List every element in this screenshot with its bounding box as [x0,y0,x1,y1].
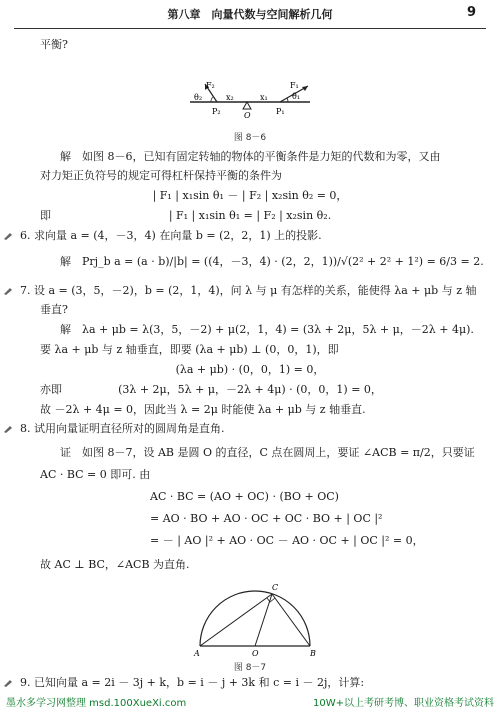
figure-8-7-caption: 图 8－7 [233,663,267,673]
figure-8-6 [180,78,320,124]
text-line: 平衡? [40,38,68,51]
pencil-icon [4,425,13,433]
exercise-9: 9. 已知向量 a = 2i － 3j + k，b = i － j + 3k 和 c = i － 2j，计算: [20,676,365,689]
text-line: 要 λa + μb 与 z 轴垂直，即要 (λa + μb) ⊥ (0，0，1)，即 [40,343,339,356]
footer-left: 墨水多学习网整理 msd.100XueXi.com [6,698,187,709]
text-line: AC · BC = 0 即可. 由 [40,468,151,481]
text-line: 证 如图 8－7，设 AB 是圆 O 的直径，C 点在圆周上，要证 ∠ACB = π/2，只要证 [60,446,475,459]
label-a: A [194,649,200,658]
label-c: C [272,583,279,592]
text-line: 故 －2λ + 4μ = 0，因此当 λ = 2μ 时能使 λa + μb 与 z 轴垂直. [40,403,366,416]
equation-vector-3: = － | AO |² + AO · OC － AO · OC + | OC |² = 0， [150,534,424,547]
equation-dot-2: (3λ + 2μ，5λ + μ，－2λ + 4μ) · (0，0，1) = 0， [118,383,382,396]
figure-8-6-caption: 图 8－6 [233,133,267,143]
pivot-triangle [243,102,251,109]
chord-ac [200,594,272,646]
page-number: 9 [466,5,476,20]
label-p1: P₁ [276,107,285,116]
semicircle [200,591,310,646]
text-line: 垂直? [40,303,68,316]
label-o: O [252,649,259,658]
angle-theta2-arc [211,97,213,102]
equation-balance: | F₁ | x₁sin θ₁ － | F₂ | x₂sin θ₂ = 0， [152,189,348,202]
text-line: 亦即 [40,383,62,396]
label-x2: x₂ [226,93,234,102]
label-p2: P₂ [212,107,221,116]
text-line: 对力矩正负符号的规定可得杠杆保持平衡的条件为 [40,169,282,182]
label-theta2: θ₂ [194,93,203,102]
text-line: 解 λa + μb = λ(3，5，－2) + μ(2，1，4) = (3λ + 2μ，5λ + μ，－2λ + 4μ). [60,323,474,336]
pencil-icon [4,679,13,687]
label-o: O [244,111,251,120]
footer-right: 10W+以上考研考博、职业资格考试资料 [313,698,494,709]
equation-vector-1: AC · BC = (AO + OC) · (BO + OC) [150,490,339,503]
equation-vector-2: = AO · BO + AO · OC + OC · BO + | OC |² [150,512,383,525]
label-f2: F₂ [206,81,215,90]
watermark-footer [6,694,494,710]
label-f1: F₁ [290,81,299,90]
equation-dot: (λa + μb) · (0，0，1) = 0， [175,363,325,376]
figure-8-7 [190,578,320,658]
exercise-8: 8. 试用向量证明直径所对的圆周角是直角. [20,422,225,435]
solution-6: 解 Prj_b a = (a · b)/|b| = ((4，－3，4) · (2，2，1))/√(2² + 2² + 1²) = 6/3 = 2. [60,255,484,268]
pencil-icon [4,287,13,295]
exercise-6: 6. 求向量 a = (4，－3，4) 在向量 b = (2，2，1) 上的投影. [20,229,322,242]
text-line: 即 [40,209,51,222]
label-theta1: θ₁ [292,92,301,101]
chapter-title: 第八章 向量代数与空间解析几何 [167,8,333,21]
text-line: 解 如图 8－6，已知有固定转轴的物体的平衡条件是力矩的代数和为零，又由 [60,150,441,163]
page-header [14,2,486,29]
equation-balance-2: | F₁ | x₁sin θ₁ = | F₂ | x₂sin θ₂. [168,209,332,222]
label-b: B [310,649,316,658]
pencil-icon [4,232,13,240]
text-line: 故 AC ⊥ BC，∠ACB 为直角. [40,558,190,571]
exercise-7: 7. 设 a = (3，5，－2)，b = (2，1，4)，问 λ 与 μ 有怎样的关系，能使得 λa + μb 与 z 轴 [20,284,477,297]
label-x1: x₁ [260,93,268,102]
